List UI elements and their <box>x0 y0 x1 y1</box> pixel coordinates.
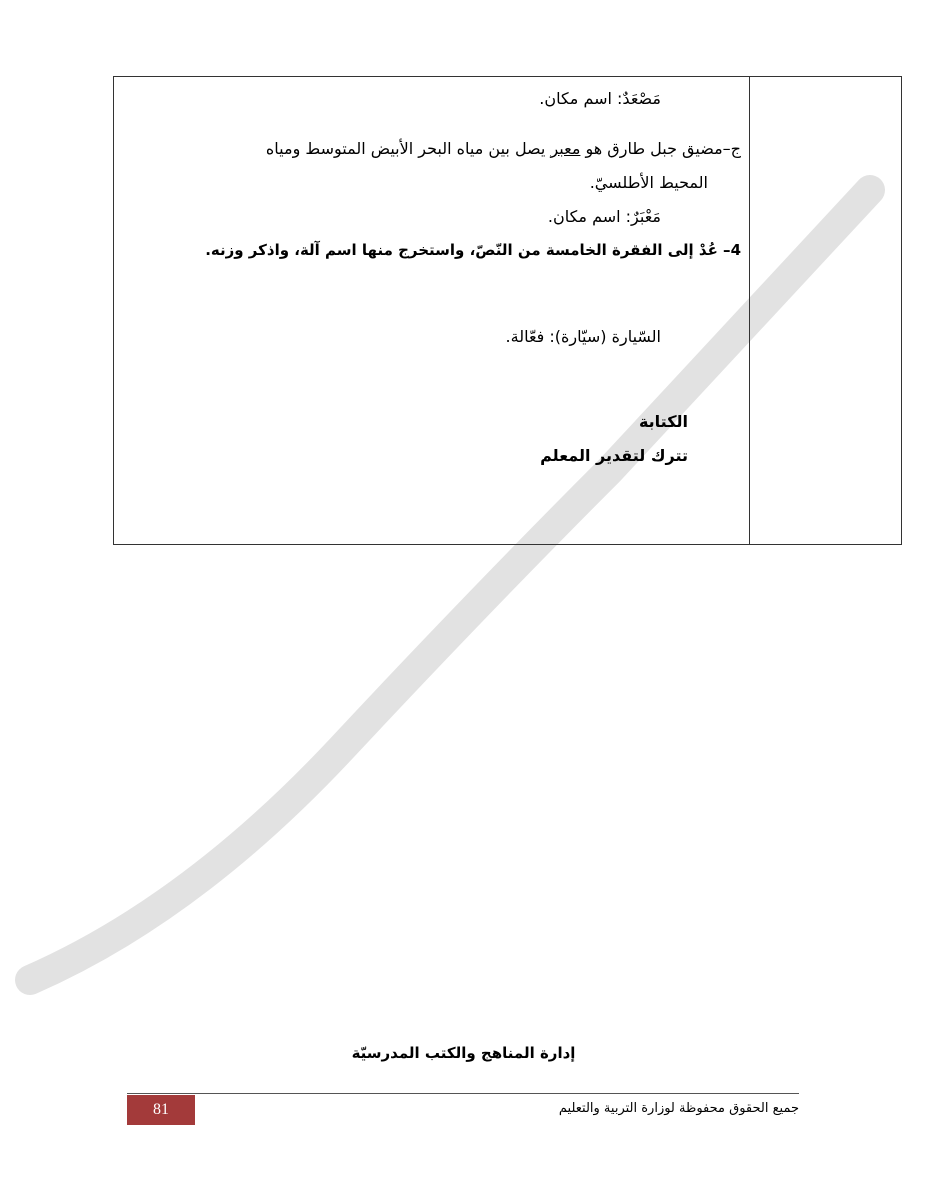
text-line-2-start: ج–مضيق جبل طارق هو <box>580 139 741 158</box>
text-line-4: مَعْبَرٌ: اسم مكان. <box>547 207 661 226</box>
copyright-text: جميع الحقوق محفوظة لوزارة التربية والتعليم <box>558 1101 799 1116</box>
text-line-3: المحيط الأطلسيّ. <box>589 173 708 192</box>
text-line-1: مَصْعَدٌ: اسم مكان. <box>539 89 661 108</box>
page-number: 81 <box>127 1095 195 1125</box>
question-4: 4– عُدْ إلى الفقرة الخامسة من النّصّ، واستخرج منها اسم آلة، واذكر وزنه. <box>205 241 741 259</box>
side-cell <box>749 77 901 544</box>
underlined-word: معبر <box>550 139 581 158</box>
text-line-2 <box>266 139 741 159</box>
text-line-2-end: يصل بين مياه البحر الأبيض المتوسط ومياه <box>265 139 551 158</box>
writing-note: تترك لتقدير المعلم <box>540 446 688 465</box>
writing-heading: الكتابة <box>638 412 688 431</box>
footer-title: إدارة المناهج والكتب المدرسيّة <box>351 1044 576 1062</box>
answer-4: السّيارة (سيّارة): فعّالة. <box>505 327 661 346</box>
footer-divider <box>127 1093 799 1094</box>
content-table <box>113 76 902 545</box>
